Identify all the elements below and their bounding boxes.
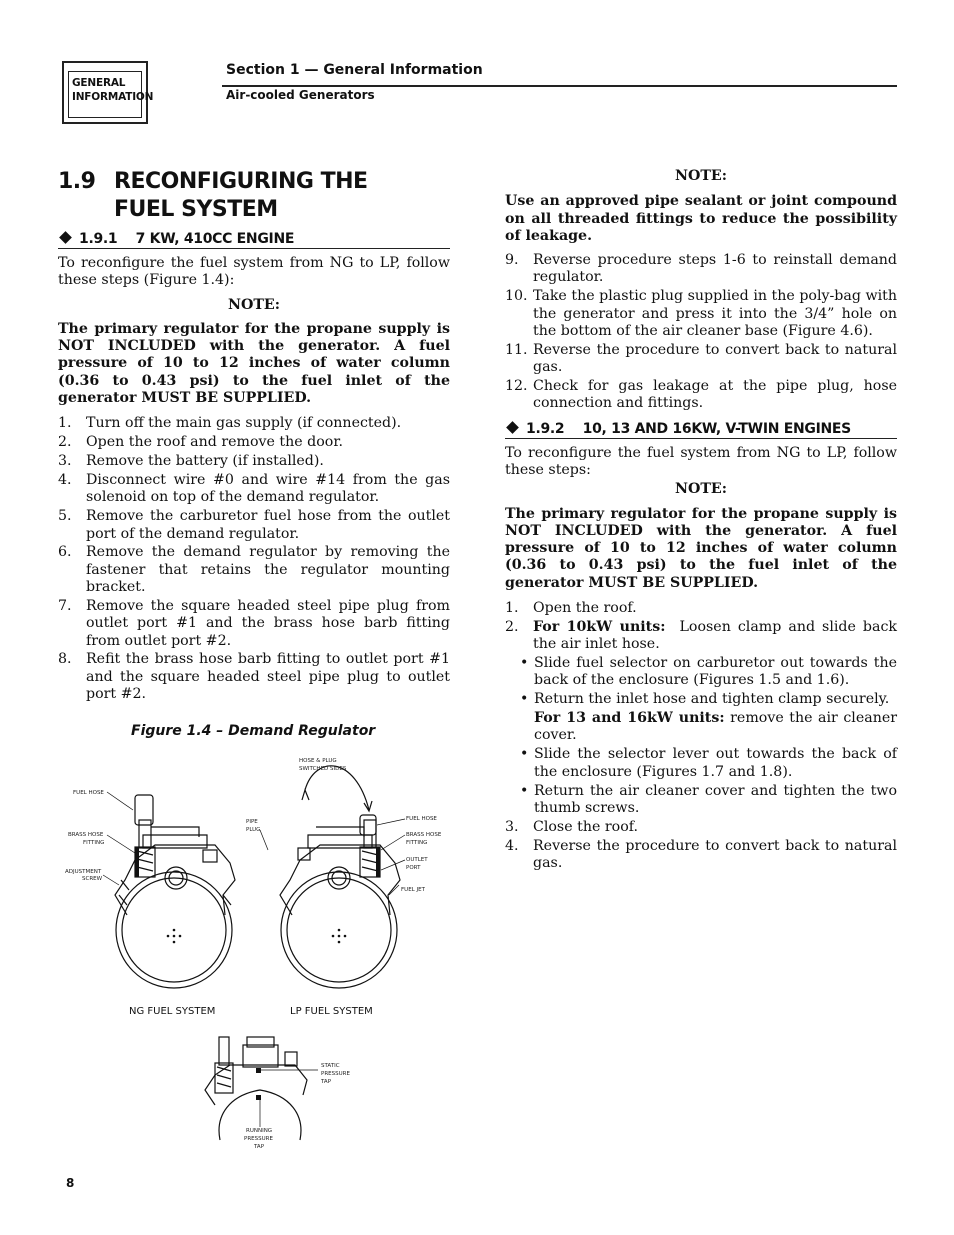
label-ng-fuel-system: NG FUEL SYSTEM: [129, 1006, 216, 1017]
steps-list-1: [58, 415, 450, 703]
steps-list-3: [505, 600, 897, 653]
note-text-3: The primary regulator for the propane supply is NOT INCLUDED with the generator. A fuel pressure of 10 to 12 inches of water column (0.36 to 0.43 psi) to the fuel inlet of the generator MUST BE SUPPLIED.: [505, 505, 897, 591]
left-column: [58, 168, 450, 705]
general-information-badge: [62, 61, 154, 124]
note-label-2: NOTE:: [675, 168, 727, 184]
list-item: 7. Remove the square headed steel pipe plug from outlet port #1 and the brass hose barb fitting from outlet port #2.: [58, 597, 450, 649]
list-item: 3. Close the roof.: [505, 818, 638, 835]
label-fuel-hose-right: FUEL HOSE: [406, 816, 437, 822]
diamond-bullet-icon: [506, 421, 519, 434]
header-rule: [222, 85, 897, 87]
label-static-1: STATIC: [321, 1063, 340, 1069]
lp-regulator-drawing: [280, 766, 400, 988]
list-item: 4. Disconnect wire #0 and wire #14 from the gas solenoid on top of the demand regulator.: [58, 472, 450, 506]
ng-regulator-drawing: [115, 795, 235, 988]
note-label-1: NOTE:: [228, 296, 280, 313]
label-brass-right-2: FITTING: [406, 840, 428, 846]
list-item: • Return the air cleaner cover and tighten the two thumb screws.: [520, 782, 897, 816]
list-item: • Return the inlet hose and tighten clamp securely.: [520, 691, 890, 708]
label-adjust-1: ADJUSTMENT: [65, 869, 102, 875]
list-item: 10. Take the plastic plug supplied in the poly-bag with the generator and press it into the 3/4” hole on the bottom of the air cleaner base (Figure 4.6).: [505, 288, 897, 339]
right-column: [505, 168, 897, 874]
heading-number: 1.9: [58, 169, 96, 194]
badge-line2: INFORMATION: [72, 91, 154, 103]
label-lp-fuel-system: LP FUEL SYSTEM: [290, 1006, 373, 1017]
label-adjust-2: SCREW: [82, 876, 103, 882]
list-item: • Slide the selector lever out towards the back of the enclosure (Figures 1.7 and 1.8).: [520, 746, 897, 780]
list-item: 1. Turn off the main gas supply (if connected).: [58, 415, 402, 432]
steps-list-2: [505, 252, 897, 412]
list-item: For 13 and 16kW units: remove the air cleaner cover.: [534, 710, 898, 744]
section-subtitle: Air-cooled Generators: [226, 88, 375, 102]
label-pipe-2: PLUG: [246, 827, 261, 833]
label-switched-1: HOSE & PLUG: [299, 758, 337, 764]
demand-regulator-figure: [55, 745, 455, 1155]
heading-line2: FUEL SYSTEM: [114, 197, 278, 222]
list-item: 8. Refit the brass hose barb fitting to outlet port #1 and the square headed steel pipe plug to outlet port #2.: [58, 651, 450, 702]
label-brass-left-1: BRASS HOSE: [68, 832, 104, 838]
label-outlet-1: OUTLET: [406, 857, 428, 863]
note-text-1: The primary regulator for the propane supply is NOT INCLUDED with the generator. A fuel pressure of 10 to 12 inches of water column (0.36 to 0.43 psi) to the fuel inlet of the generator MUST BE SUPPLIED.: [58, 320, 450, 407]
badge-line1: GENERAL: [72, 77, 126, 89]
note-label-3: NOTE:: [675, 481, 727, 498]
list-item: 3. Remove the battery (if installed).: [58, 453, 324, 470]
label-static-2: PRESSURE: [321, 1071, 350, 1077]
label-pipe-1: PIPE: [246, 819, 258, 825]
figure-caption: Figure 1.4 – Demand Regulator: [131, 723, 376, 739]
note-text-2: Use an approved pipe sealant or joint compound on all threaded fittings to reduce the possibility of leakage.: [505, 193, 897, 244]
label-running-2: PRESSURE: [244, 1136, 273, 1142]
label-brass-right-1: BRASS HOSE: [406, 832, 442, 838]
list-item: 1. Open the roof.: [505, 600, 637, 617]
list-item: 6. Remove the demand regulator by removing the fastener that retains the regulator mounting bracket.: [58, 544, 450, 596]
label-running-1: RUNNING: [246, 1128, 273, 1134]
label-outlet-2: PORT: [406, 865, 421, 871]
list-item: 2. Open the roof and remove the door.: [58, 434, 344, 451]
list-item: 2. For 10kW units: Loosen clamp and slide back the air inlet hose.: [505, 618, 898, 653]
subsection-title-1: 1.9.1 7 KW, 410CC ENGINE: [79, 231, 295, 247]
intro-text-2: To reconfigure the fuel system from NG to LP, follow these steps:: [505, 444, 897, 478]
page-number: 8: [66, 1176, 75, 1190]
subsection-title-2: 1.9.2 10, 13 AND 16KW, V-TWIN ENGINES: [526, 420, 851, 437]
subsection-heading-2: [505, 421, 897, 439]
list-item: 12. Check for gas leakage at the pipe plug, hose connection and fittings.: [505, 378, 897, 412]
pressure-tap-drawing: [205, 1037, 307, 1140]
list-item: 9. Reverse procedure steps 1-6 to reinstall demand regulator.: [505, 252, 897, 286]
label-fuel-hose-left: FUEL HOSE: [73, 790, 104, 796]
label-running-3: TAP: [254, 1144, 265, 1150]
list-item: 11. Reverse the procedure to convert back to natural gas.: [505, 341, 897, 376]
diamond-bullet-icon: [59, 231, 72, 244]
list-item: • Slide fuel selector on carburetor out towards the back of the enclosure (Figures 1.5 and 1.6).: [520, 655, 897, 689]
subsection-heading-1: [58, 231, 450, 249]
intro-text-1: To reconfigure the fuel system from NG to LP, follow these steps (Figure 1.4):: [58, 255, 450, 289]
label-brass-left-2: FITTING: [83, 840, 105, 846]
steps-list-4: [505, 819, 897, 872]
page-heading: [58, 168, 450, 224]
label-fuel-jet: FUEL JET: [401, 887, 425, 893]
label-static-3: TAP: [321, 1079, 332, 1085]
list-item: 5. Remove the carburetor fuel hose from the outlet port of the demand regulator.: [58, 508, 450, 542]
section-title: Section 1 — General Information: [226, 62, 483, 78]
label-switched-2: SWITCHED SIDES: [299, 766, 347, 772]
list-item: 4. Reverse the procedure to convert back to natural gas.: [505, 837, 897, 871]
heading-line1: RECONFIGURING THE: [114, 169, 368, 194]
